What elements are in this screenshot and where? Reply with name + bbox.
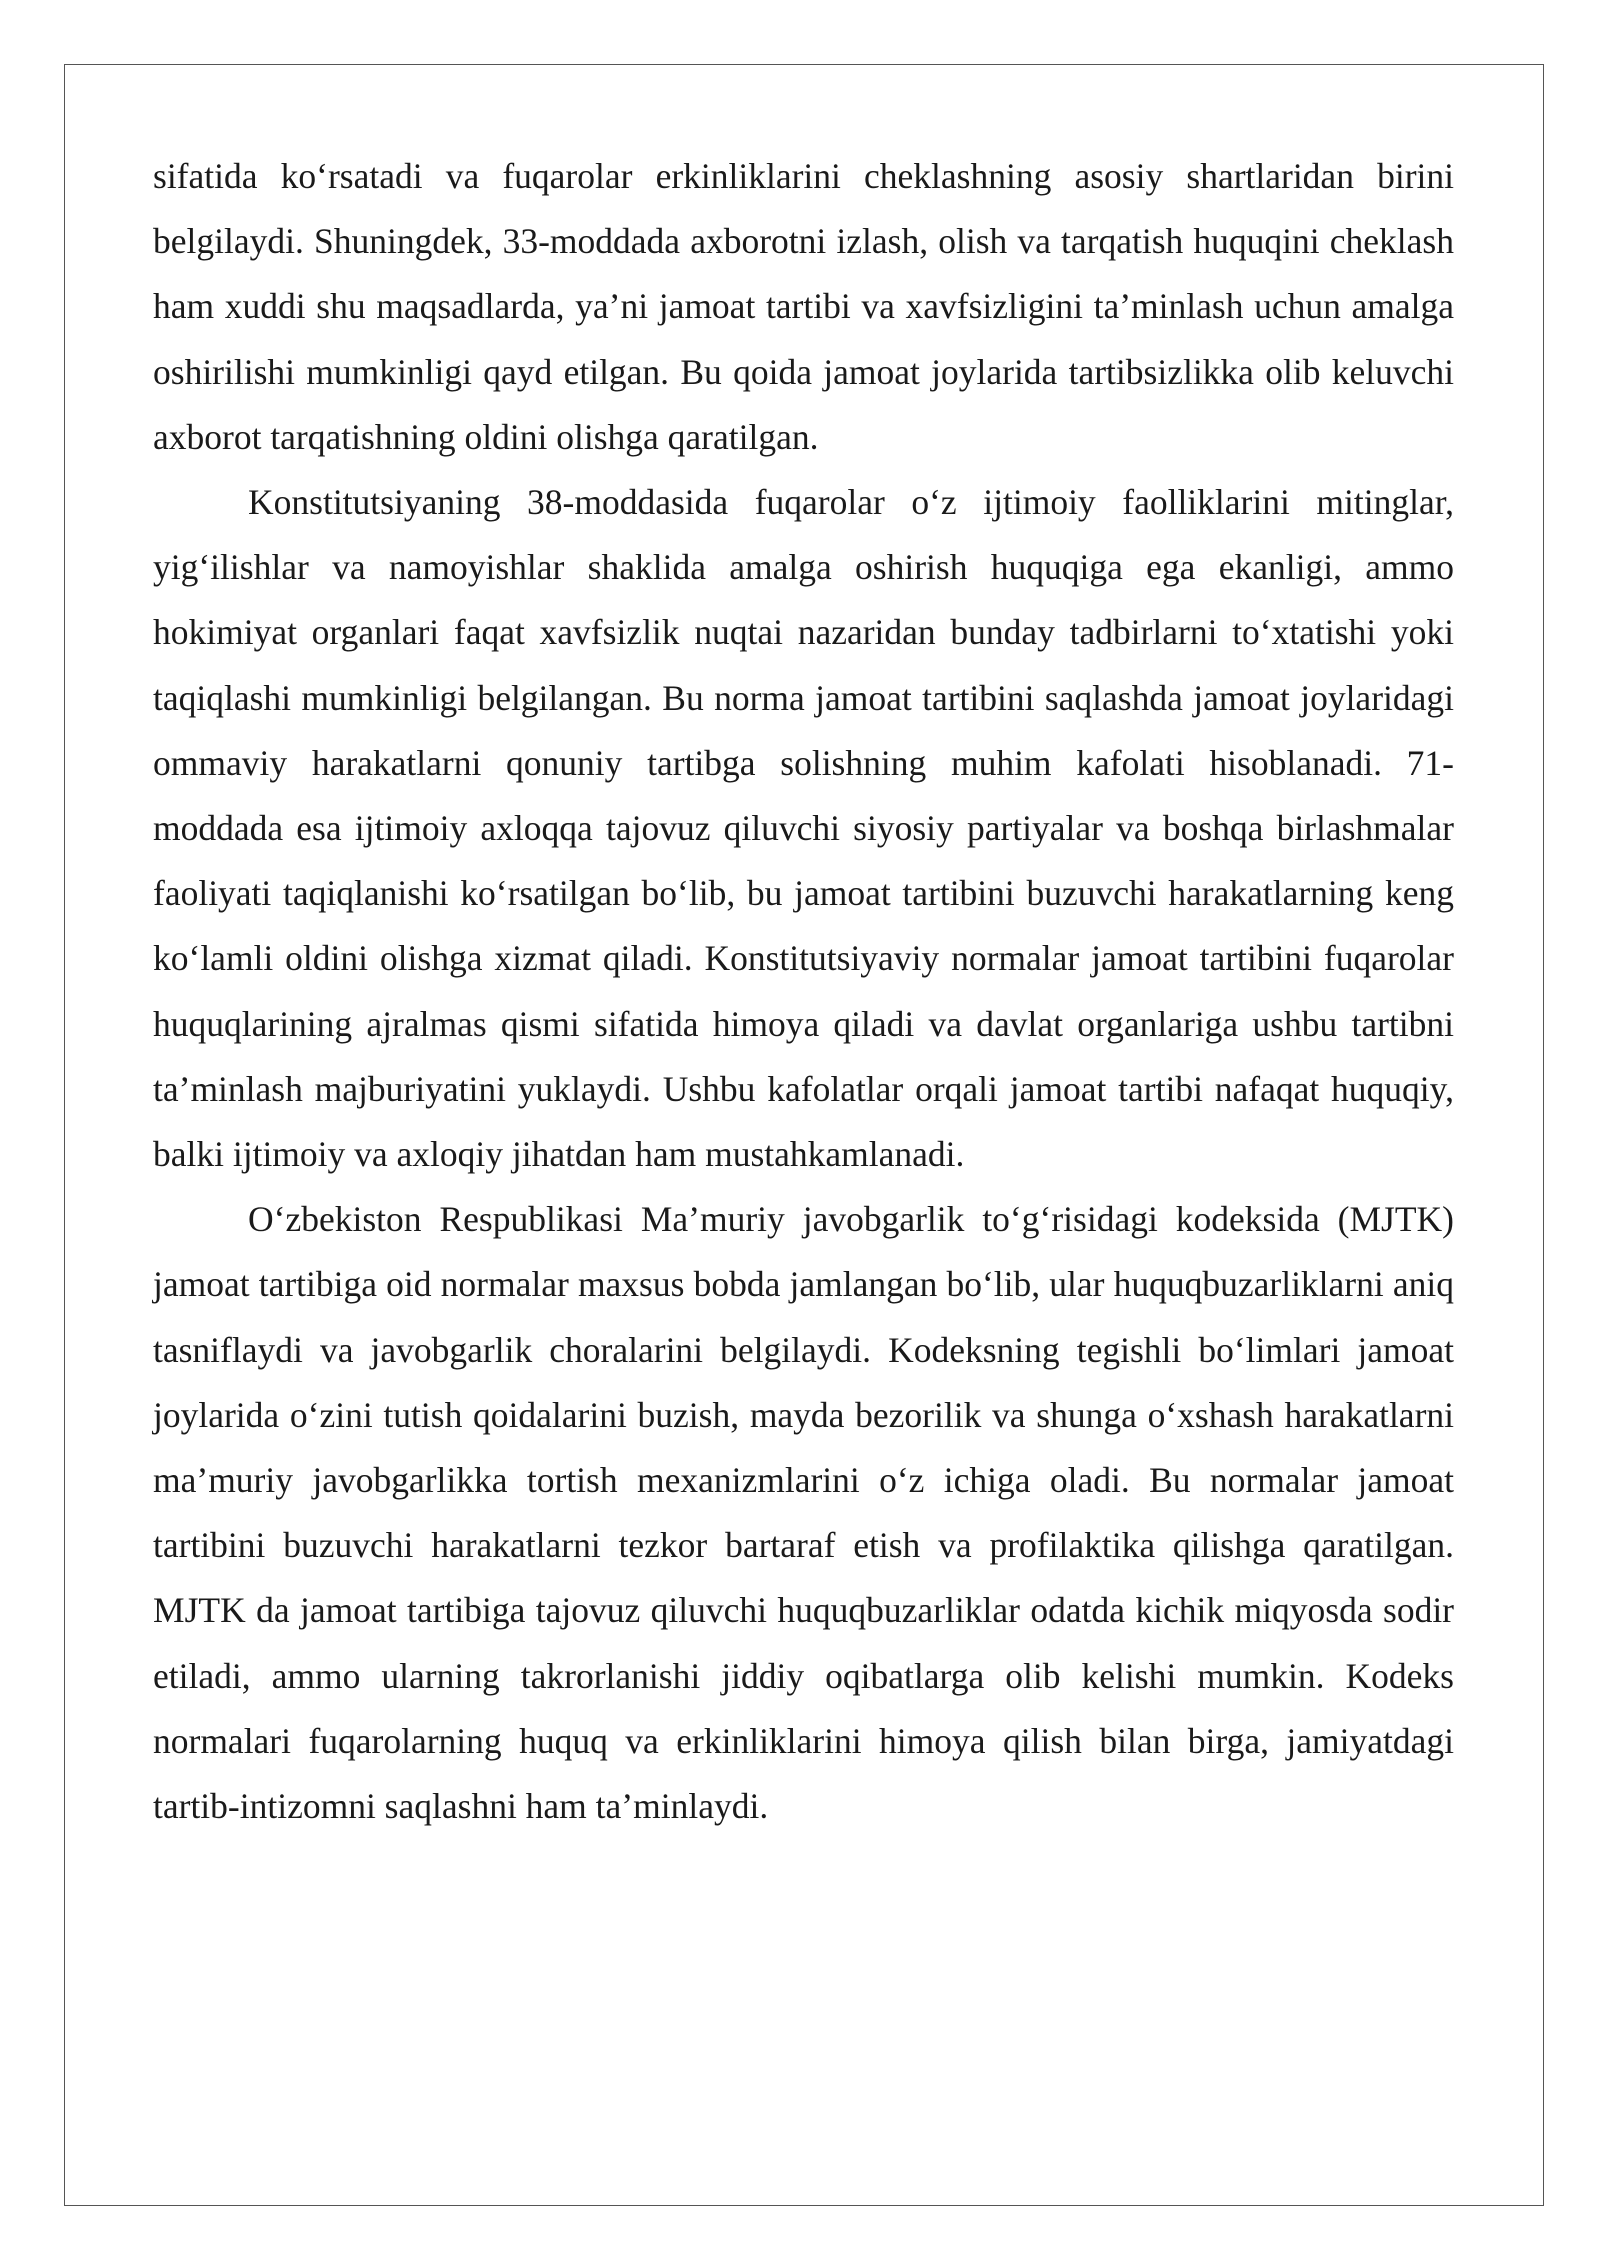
paragraph-continuation: sifatida ko‘rsatadi va fuqarolar erkinliklarini cheklashning asosiy shartlaridan birini belgilaydi. Shuningdek, 33-moddada axborotni izlash, olish va tarqatish huquqini cheklash ham xuddi shu maqsadlarda, ya’ni jamoat tartibi va xavfsizligini ta’minlash uchun amalga oshirilishi mumkinligi qayd etilgan. Bu qoida jamoat joylarida tartibsizlikka olib keluvchi axborot tarqatishning oldini olishga qaratilgan. [153, 156, 1454, 457]
paragraph-administrative-code: O‘zbekiston Respublikasi Ma’muriy javobgarlik to‘g‘risidagi kodeksida (MJTK) jamoat tartibiga oid normalar maxsus bobda jamlangan bo‘lib, ular huquqbuzarliklarni aniq tasniflaydi va javobgarlik choralarini belgilaydi. Kodeksning tegishli bo‘limlari jamoat joylarida o‘zini tutish qoidalarini buzish, mayda bezorilik va shunga o‘xshash harakatlarni ma’muriy javobgarlikka tortish mexanizmlarini o‘z ichiga oladi. Bu normalar jamoat tartibini buzuvchi harakatlarni tezkor bartaraf etish va profilaktika qilishga qaratilgan. MJTK da jamoat tartibiga tajovuz qiluvchi huquqbuzarliklar odatda kichik miqyosda sodir etiladi, ammo ularning takrorlanishi jiddiy oqibatlarga olib kelishi mumkin. Kodeks normalari fuqarolarning huquq va erkinliklarini himoya qilish bilan birga, jamiyatdagi tartib-intizomni saqlashni ham ta’minlaydi. [153, 1199, 1454, 1827]
document-body [153, 144, 1454, 1839]
paragraph-constitution-articles: Konstitutsiyaning 38-moddasida fuqarolar o‘z ijtimoiy faolliklarini mitinglar, yig‘ilishlar va namoyishlar shaklida amalga oshirish huquqiga ega ekanligi, ammo hokimiyat organlari faqat xavfsizlik nuqtai nazaridan bunday tadbirlarni to‘xtatishi yoki taqiqlashi mumkinligi belgilangan. Bu norma jamoat tartibini saqlashda jamoat joylaridagi ommaviy harakatlarni qonuniy tartibga solishning muhim kafolati hisoblanadi. 71-moddada esa ijtimoiy axloqqa tajovuz qiluvchi siyosiy partiyalar va boshqa birlashmalar faoliyati taqiqlanishi ko‘rsatilgan bo‘lib, bu jamoat tartibini buzuvchi harakatlarning keng ko‘lamli oldini olishga xizmat qiladi. Konstitutsiyaviy normalar jamoat tartibini fuqarolar huquqlarining ajralmas qismi sifatida himoya qiladi va davlat organlariga ushbu tartibni ta’minlash majburiyatini yuklaydi. Ushbu kafolatlar orqali jamoat tartibi nafaqat huquqiy, balki ijtimoiy va axloqiy jihatdan ham mustahkamlanadi. [153, 482, 1454, 1175]
